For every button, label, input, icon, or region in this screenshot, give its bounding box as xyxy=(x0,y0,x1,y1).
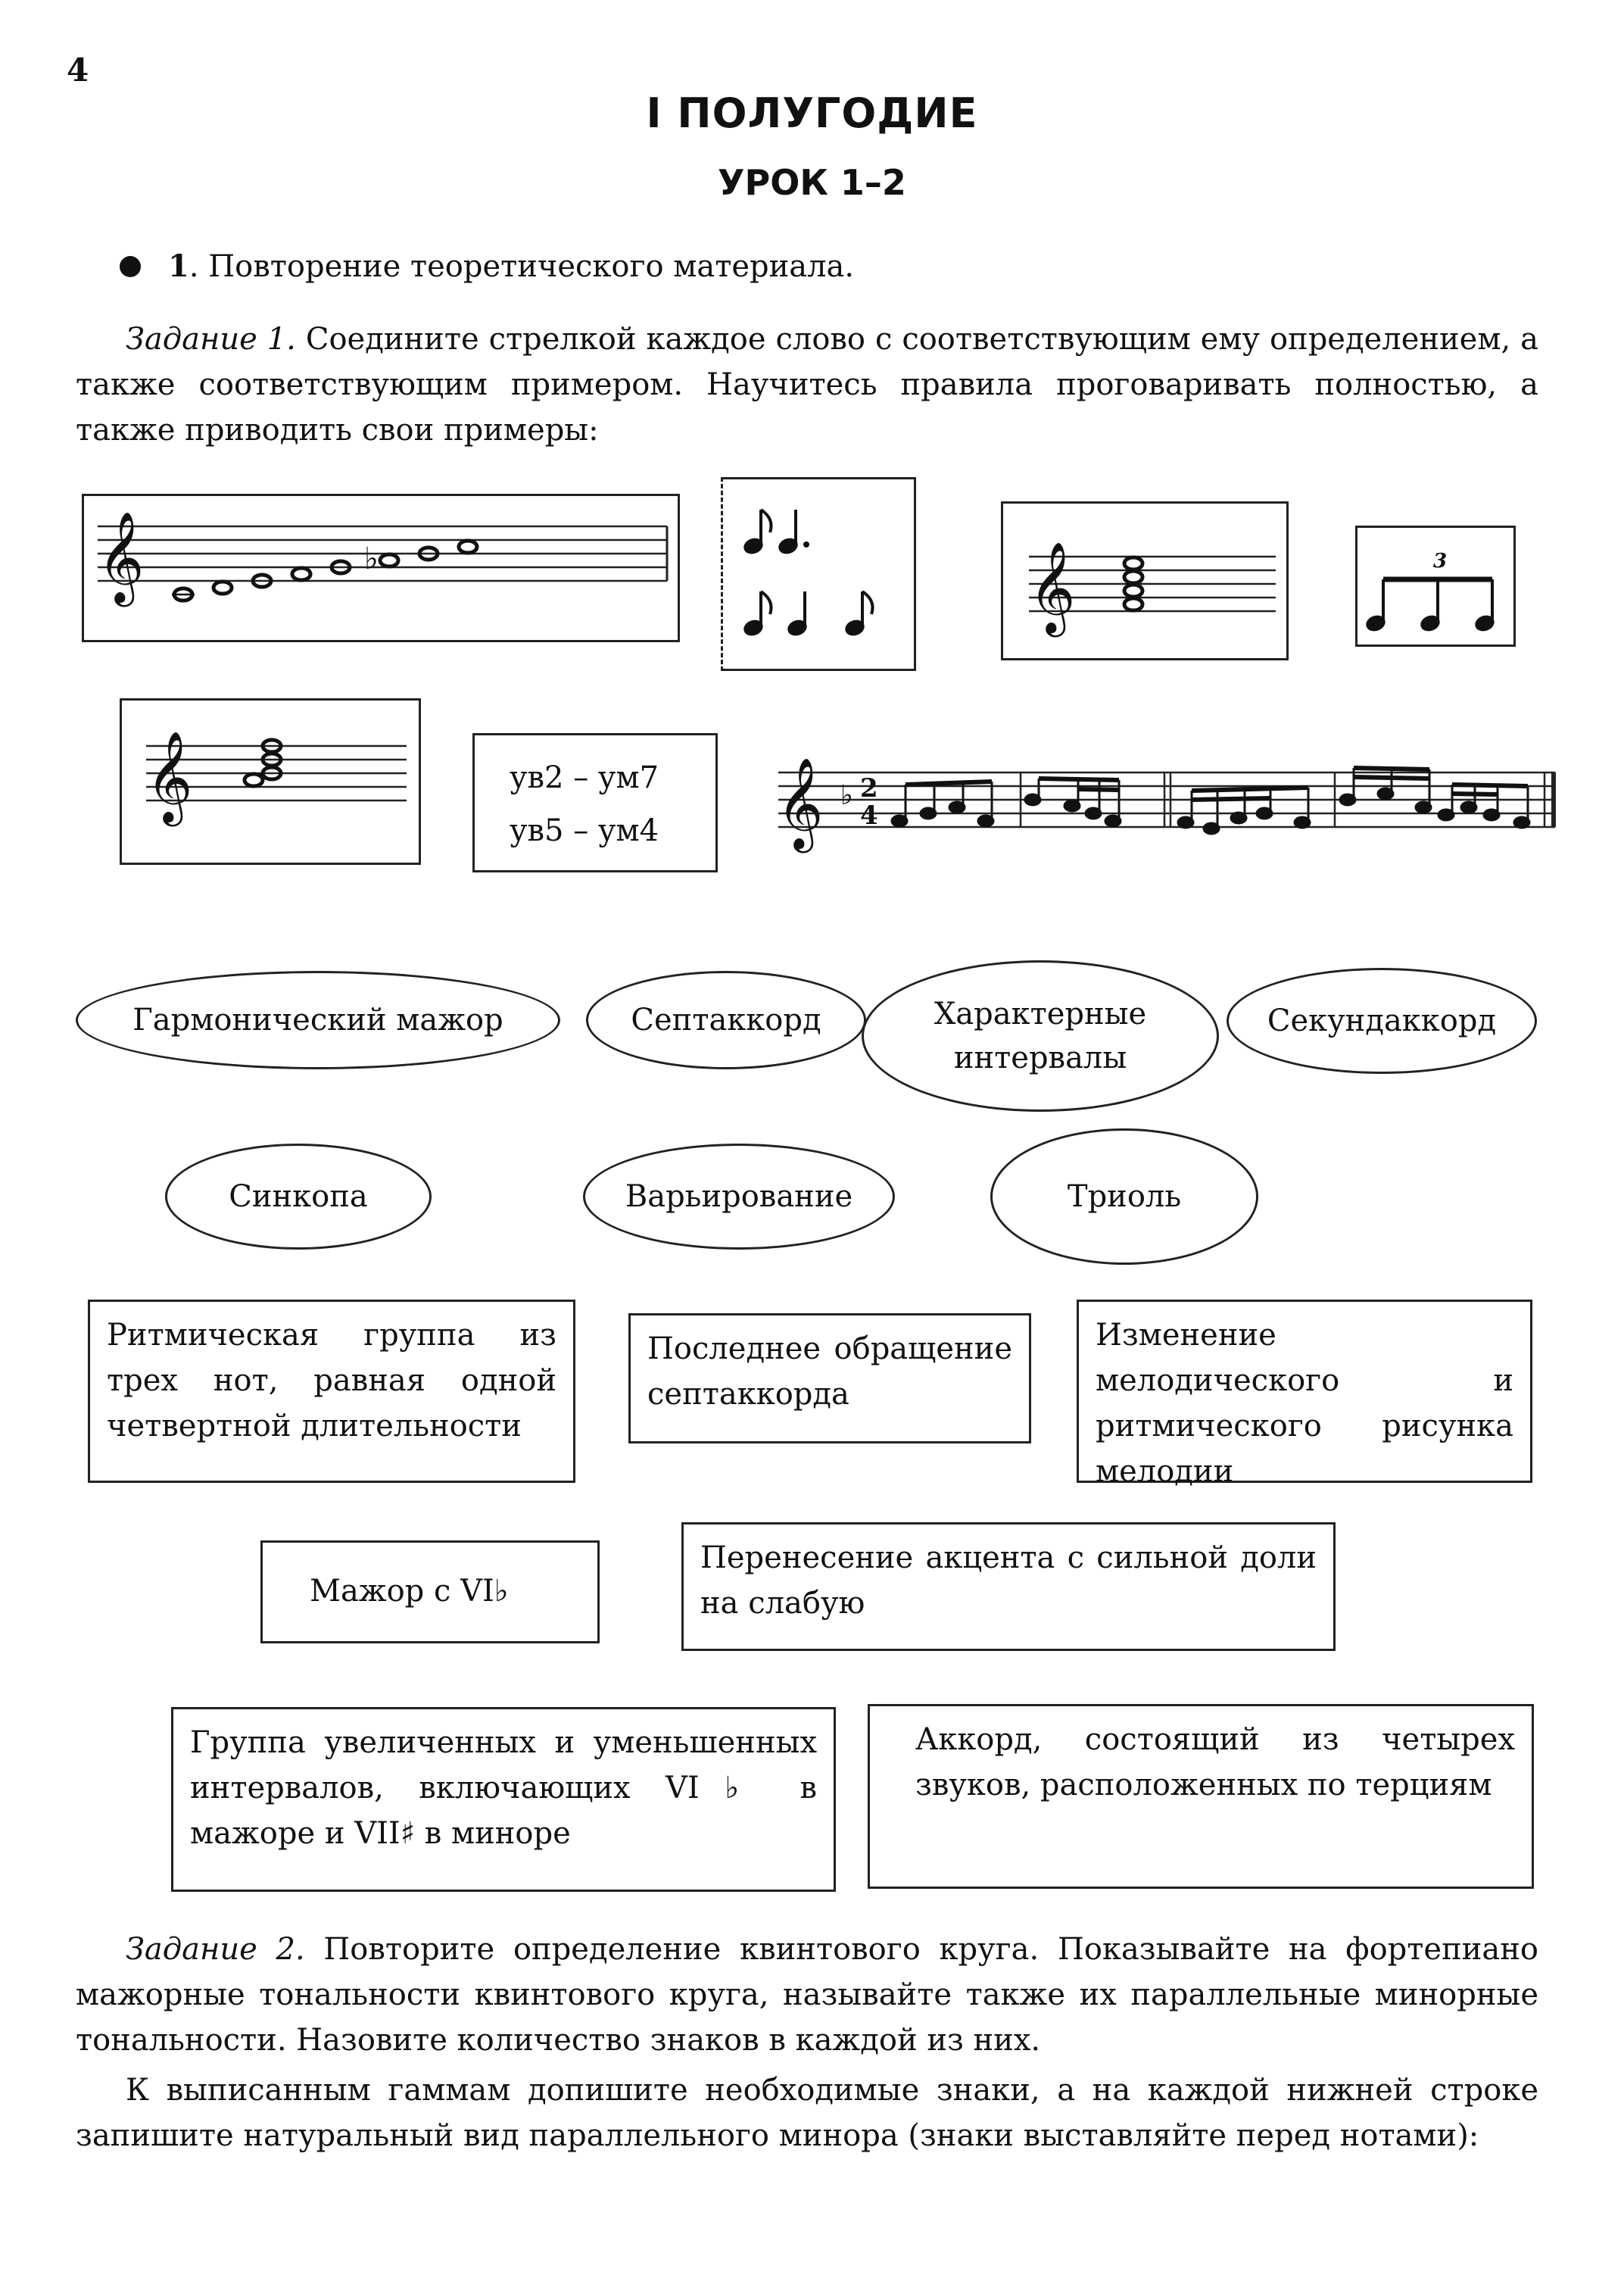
term-variation: Варьирование xyxy=(583,1144,895,1250)
definition-seventh-chord: Аккорд, состоящий из четырех звуков, расположенных по терциям xyxy=(868,1704,1534,1889)
note-f xyxy=(292,568,310,580)
definition-harmonic-major: Мажор с VI♭ xyxy=(260,1540,600,1643)
note-a-flat xyxy=(380,554,398,566)
task2-paragraph xyxy=(76,1927,1538,2063)
example-rhythm-panel xyxy=(721,477,916,671)
time-signature-bottom: 4 xyxy=(860,801,878,831)
bullet-icon xyxy=(120,256,141,277)
definition-syncopation: Перенесение акцента с сильной доли на слабую xyxy=(681,1522,1336,1651)
triplet-number: 3 xyxy=(1433,550,1448,573)
treble-clef-icon: 𝄞 xyxy=(1029,541,1076,633)
flat-icon: ♭ xyxy=(840,780,853,811)
treble-clef-icon: 𝄞 xyxy=(146,730,193,822)
time-signature-top: 2 xyxy=(860,773,878,804)
term-characteristic-intervals: Характерные интервалы xyxy=(862,960,1219,1112)
definition-variation: Изменение мелодического и ритмического рисунка мелодии xyxy=(1077,1300,1532,1483)
term-seventh-chord: Септаккорд xyxy=(586,971,866,1069)
example-second-chord-panel xyxy=(120,698,421,865)
rhythm-notation xyxy=(723,479,914,669)
treble-clef-icon: 𝄞 xyxy=(98,510,145,603)
note-d xyxy=(214,582,232,594)
example-scale-panel xyxy=(82,494,680,642)
term-second-chord: Секундаккорд xyxy=(1227,968,1537,1074)
variation-notation xyxy=(771,742,1566,863)
section-number: 1 xyxy=(168,248,189,284)
section-heading xyxy=(168,244,854,289)
flat-icon: ♭ xyxy=(364,541,379,576)
definition-triplet: Ритмическая группа из трех нот, равная одной четвертной длительности xyxy=(88,1300,575,1483)
definition-characteristic-intervals: Группа увеличенных и уменьшенных интервалов, включающих VI♭ в мажоре и VII♯ в миноре xyxy=(171,1707,836,1892)
task1-label: Задание 1. xyxy=(126,322,296,357)
scale-notation xyxy=(84,496,678,640)
lesson-title: УРОК 1–2 xyxy=(718,162,906,203)
page-title: I ПОЛУГОДИЕ xyxy=(646,89,978,137)
example-intervals-panel xyxy=(472,733,718,872)
triplet-notation xyxy=(1357,528,1513,644)
example-variation-melody xyxy=(771,742,1566,863)
example-seventh-chord-panel xyxy=(1001,501,1289,660)
page-number: 4 xyxy=(67,51,89,89)
term-syncopation: Синкопа xyxy=(165,1144,432,1250)
term-triplet: Триоль xyxy=(990,1128,1258,1265)
example-triplet-panel xyxy=(1355,526,1516,647)
task2-label: Задание 2. xyxy=(126,1932,305,1967)
task2-text: Повторите определение квинтового круга. Показывайте на фортепиано мажорные тональности квинтового круга, называйте также их параллельные минорные тональности. Назовите количество знаков в каждой из них. xyxy=(76,1932,1538,2058)
treble-clef-icon: 𝄞 xyxy=(777,757,824,849)
task2-instruction: К выписанным гаммам допишите необходимые знаки, а на каждой нижней строке запишите натуральный вид параллельного минора (знаки выставляйте перед нотами): xyxy=(76,2073,1538,2153)
seventh-chord-notation xyxy=(1003,504,1286,658)
section-heading-text: . Повторение теоретического материала. xyxy=(189,249,855,284)
intervals-line-1: ув2 – ум7 xyxy=(510,760,659,795)
definition-last-inversion: Последнее обращение септаккорда xyxy=(628,1313,1031,1443)
second-chord-notation xyxy=(122,701,419,863)
task1-paragraph xyxy=(76,317,1538,453)
intervals-line-2: ув5 – ум4 xyxy=(510,813,659,848)
note-c2 xyxy=(459,541,477,553)
task1-text: Соедините стрелкой каждое слово с соответствующим ему определением, а также соответствующим примером. Научитесь правила проговаривать полностью, а также приводить свои примеры: xyxy=(76,322,1538,448)
term-harmonic-major: Гармонический мажор xyxy=(76,971,560,1069)
